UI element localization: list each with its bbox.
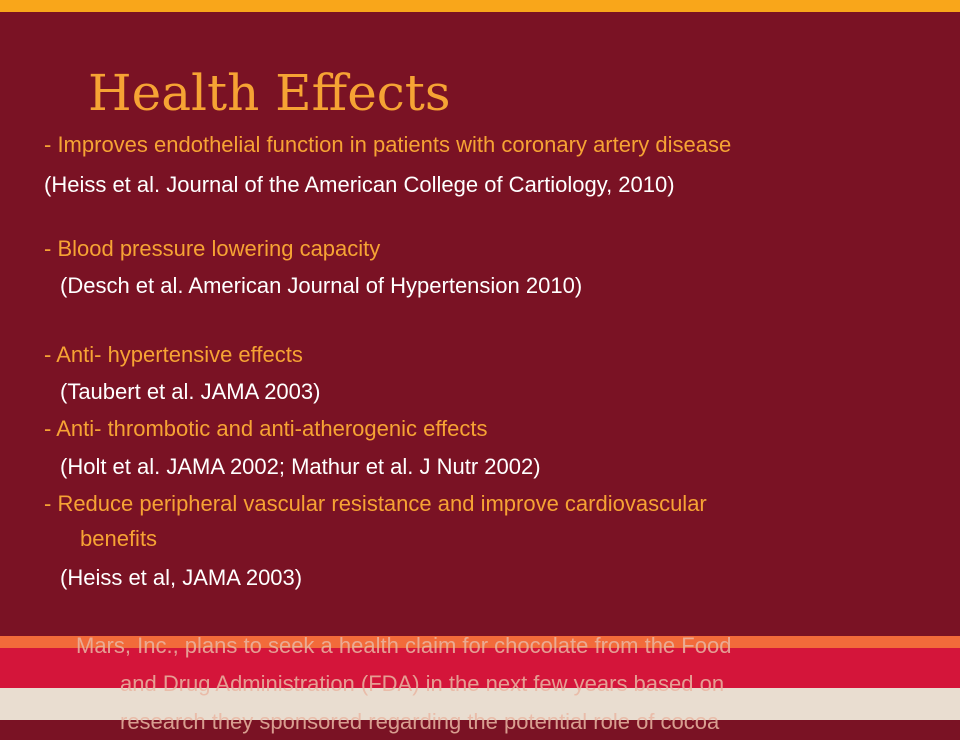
bullet-vascular-resistance: - Reduce peripheral vascular resistance and improve cardiovascular xyxy=(44,491,707,516)
slide-title: Health Effects xyxy=(88,64,451,122)
bullet-anti-hypertensive: - Anti- hypertensive effects xyxy=(44,342,303,367)
citation-holt-mathur-2002: (Holt et al. JAMA 2002; Mathur et al. J Nutr 2002) xyxy=(60,454,541,479)
citation-heiss-2003: (Heiss et al, JAMA 2003) xyxy=(60,565,303,590)
bullet-endothelial: - Improves endothelial function in patients with coronary artery disease xyxy=(44,132,732,157)
bullet-vascular-resistance-continued: benefits xyxy=(80,526,158,551)
citation-taubert-2003: (Taubert et al. JAMA 2003) xyxy=(60,379,321,404)
bullet-anti-thrombotic: - Anti- thrombotic and anti-atherogenic effects xyxy=(44,416,488,441)
top-accent-bar xyxy=(0,0,960,12)
footer-line-1: Mars, Inc., plans to seek a health claim for chocolate from the Food xyxy=(76,633,732,658)
footer-line-2: and Drug Administration (FDA) in the next few years based on xyxy=(120,671,725,696)
bullet-blood-pressure: - Blood pressure lowering capacity xyxy=(44,236,381,261)
footer-line-3: research they sponsored regarding the potential role of cocoa xyxy=(120,709,720,734)
citation-desch-2010: (Desch et al. American Journal of Hypertension 2010) xyxy=(60,273,583,298)
citation-heiss-2010: (Heiss et al. Journal of the American College of Cartiology, 2010) xyxy=(44,172,675,197)
